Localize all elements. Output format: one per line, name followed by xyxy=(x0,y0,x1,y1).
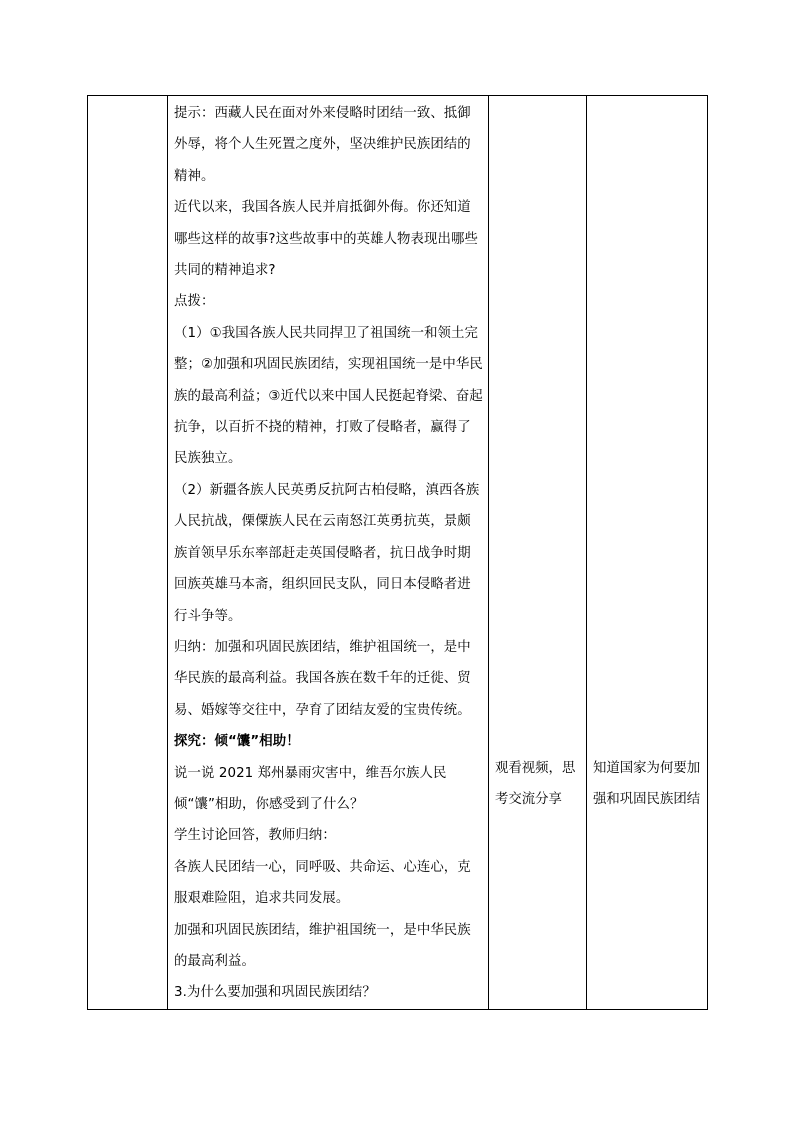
section-question: 3.为什么要加强和巩固民族团结？ xyxy=(174,985,376,1001)
teaching-content xyxy=(168,96,488,1009)
student-activity xyxy=(489,96,586,816)
hint-paragraph: 提示：西藏人民在面对外来侵略时团结一致、抵御外辱，将个人生死置之度外，坚决维护民族团结的精神。 xyxy=(174,106,471,184)
conclusion-paragraph: 加强和巩固民族团结，维护祖国统一，是中华民族的最高利益。 xyxy=(174,922,471,969)
guidance-label: 点拨： xyxy=(174,294,215,310)
design-intent-cell xyxy=(587,96,708,1010)
student-activity-cell xyxy=(489,96,587,1010)
design-intent-text: 知道国家为何要加强和巩固民族团结 xyxy=(593,761,701,808)
lesson-plan-table xyxy=(87,95,708,1010)
question-paragraph: 近代以来，我国各族人民并肩抵御外侮。你还知道哪些这样的故事?这些故事中的英雄人物表现出哪些共同的精神追求? xyxy=(174,200,478,279)
teaching-content-cell xyxy=(168,96,489,1010)
student-activity-text: 观看视频，思考交流分享 xyxy=(495,761,576,808)
explore-heading: 探究：倾“馕”相助！ xyxy=(174,734,300,750)
discussion-prompt: 说一说 2021 郑州暴雨灾害中，维吾尔族人民倾“馕”相助，你感受到了什么？ xyxy=(174,765,447,812)
discussion-answer: 各族人民团结一心，同呼吸、共命运、心连心，克服艰难险阻，追求共同发展。 xyxy=(174,859,471,907)
summary-paragraph: 归纳：加强和巩固民族团结，维护祖国统一，是中华民族的最高利益。我国各族在数千年的迁徙、贸易、婚嫁等交往中，孕育了团结友爱的宝贵传统。 xyxy=(174,639,471,718)
discussion-instruction: 学生讨论回答，教师归纳： xyxy=(174,828,336,844)
guidance-point-1: （1）①我国各族人民共同捍卫了祖国统一和领土完整；②加强和巩固民族团结，实现祖国统一是中华民族的最高利益；③近代以来中国人民挺起脊梁、奋起抗争，以百折不挠的精神，打败了侵略者，赢得了民族独立。 xyxy=(174,325,483,467)
empty-stage-cell xyxy=(88,96,168,1010)
table-row xyxy=(88,96,708,1010)
design-intent xyxy=(587,96,707,816)
guidance-point-2: （2）新疆各族人民英勇反抗阿古柏侵略，滇西各族人民抗战，傈僳族人民在云南怒江英勇抗英，景颇族首领早乐东率部赶走英国侵略者，抗日战争时期回族英雄马本斋，组织回民支队，同日本侵略者进行斗争等。 xyxy=(174,482,480,624)
